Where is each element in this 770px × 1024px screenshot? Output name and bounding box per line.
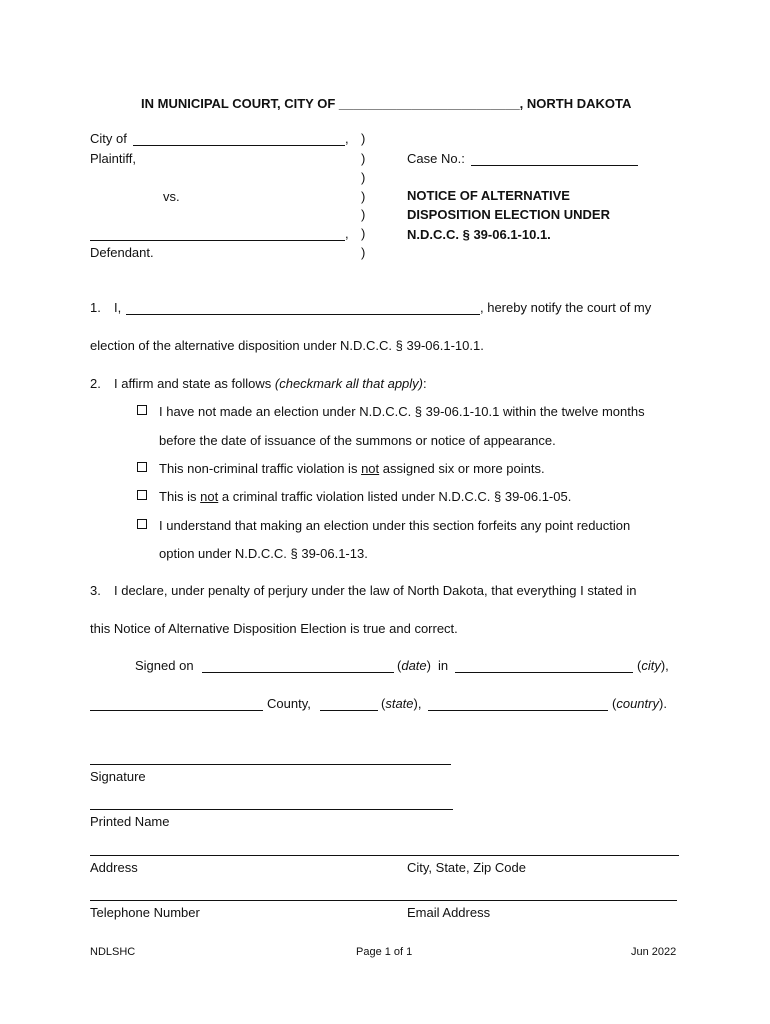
para3-number: 3.: [90, 583, 101, 598]
telephone-label: Telephone Number: [90, 905, 200, 920]
notice-title-line1: NOTICE OF ALTERNATIVE: [407, 188, 570, 203]
para2-lead-end: :: [423, 376, 427, 391]
checklist-item-2: [137, 461, 545, 476]
item2-not: not: [361, 461, 380, 476]
county-line[interactable]: [90, 710, 263, 711]
court-heading: [141, 96, 631, 111]
in-label: in: [438, 658, 449, 673]
country-line[interactable]: [428, 710, 608, 711]
email-label: Email Address: [407, 905, 491, 920]
court-heading-right: , NORTH DAKOTA: [519, 96, 632, 111]
caption-paren: ): [361, 170, 366, 185]
para2-lead-italic: (checkmark all that apply): [274, 376, 424, 391]
defendant-label: Defendant.: [90, 245, 154, 260]
county-label: County,: [267, 696, 311, 711]
city-state-zip-label: City, State, Zip Code: [407, 860, 526, 875]
checklist-item-4: [137, 518, 630, 533]
para2-number: 2.: [90, 376, 101, 391]
caption-paren: ): [361, 245, 366, 260]
caption-paren: ): [361, 131, 366, 146]
footer-date: Jun 2022: [631, 946, 677, 958]
court-city-blank[interactable]: _________________________: [338, 96, 520, 111]
item4-line2: option under N.D.C.C. § 39-06.1-13.: [159, 546, 368, 561]
item1-line2: before the date of issuance of the summons or notice of appearance.: [159, 433, 556, 448]
city-line[interactable]: [455, 672, 633, 673]
address-label: Address: [90, 860, 138, 875]
notice-title-line3: N.D.C.C. § 39-06.1-10.1.: [407, 227, 551, 242]
defendant-comma: ,: [345, 226, 349, 241]
case-no-label: Case No.:: [407, 151, 465, 166]
state-label: state: [385, 696, 414, 711]
city-of-line[interactable]: [133, 145, 345, 146]
checkbox-3[interactable]: [137, 490, 147, 500]
defendant-line[interactable]: [90, 240, 345, 241]
para1-rest: , hereby notify the court of my: [480, 300, 652, 315]
checklist-item-3: [137, 489, 571, 504]
signature-label: Signature: [90, 769, 146, 784]
telephone-line[interactable]: [90, 900, 677, 901]
footer-form-id: NDLSHC: [90, 946, 136, 958]
caption-paren: ): [361, 207, 366, 222]
date-line[interactable]: [202, 672, 394, 673]
checklist-item-1: [137, 404, 645, 419]
state-line[interactable]: [320, 710, 378, 711]
para1-line2: election of the alternative disposition under N.D.C.C. § 39-06.1-10.1.: [90, 338, 484, 353]
checkbox-1[interactable]: [137, 405, 147, 415]
printed-name-label: Printed Name: [90, 814, 170, 829]
caption-paren: ): [361, 151, 366, 166]
item4-line1: I understand that making an election under this section forfeits any point reduction: [159, 518, 631, 533]
caption-paren: ): [361, 189, 366, 204]
case-no-line[interactable]: [471, 165, 638, 166]
item3-pre: This is: [159, 489, 201, 504]
para2-lead-text: I affirm and state as follows: [114, 376, 275, 391]
country-label: country: [616, 696, 659, 711]
name-line[interactable]: [126, 314, 480, 315]
item3-post: a criminal traffic violation listed under N.D.C.C. § 39-06.1-05.: [218, 489, 572, 504]
notice-title-line2: DISPOSITION ELECTION UNDER: [407, 207, 610, 222]
signature-line[interactable]: [90, 764, 451, 765]
para1-number: 1.: [90, 300, 101, 315]
item2-post: assigned six or more points.: [379, 461, 545, 476]
checkbox-4[interactable]: [137, 519, 147, 529]
court-heading-left: IN MUNICIPAL COURT, CITY OF: [141, 96, 336, 111]
checkbox-2[interactable]: [137, 462, 147, 472]
para3-line1: I declare, under penalty of perjury under the law of North Dakota, that everything I stated in: [114, 583, 637, 598]
caption-paren: ): [361, 226, 366, 241]
item3-not: not: [200, 489, 219, 504]
city-label: city: [641, 658, 661, 673]
address-line[interactable]: [90, 855, 679, 856]
para2-lead: [114, 376, 427, 391]
footer-page-number: Page 1 of 1: [356, 946, 413, 958]
vs-label: vs.: [163, 189, 180, 204]
para1-i: I,: [114, 300, 122, 315]
item2-pre: This non-criminal traffic violation is: [159, 461, 362, 476]
signed-on-label: Signed on: [135, 658, 194, 673]
para3-line2: this Notice of Alternative Disposition Election is true and correct.: [90, 621, 458, 636]
city-of-label: City of: [90, 131, 127, 146]
plaintiff-label: Plaintiff,: [90, 151, 137, 166]
city-of-comma: ,: [345, 131, 349, 146]
printed-name-line[interactable]: [90, 809, 453, 810]
date-label: date: [401, 658, 427, 673]
item1-line1: I have not made an election under N.D.C.C. § 39-06.1-10.1 within the twelve months: [159, 404, 645, 419]
